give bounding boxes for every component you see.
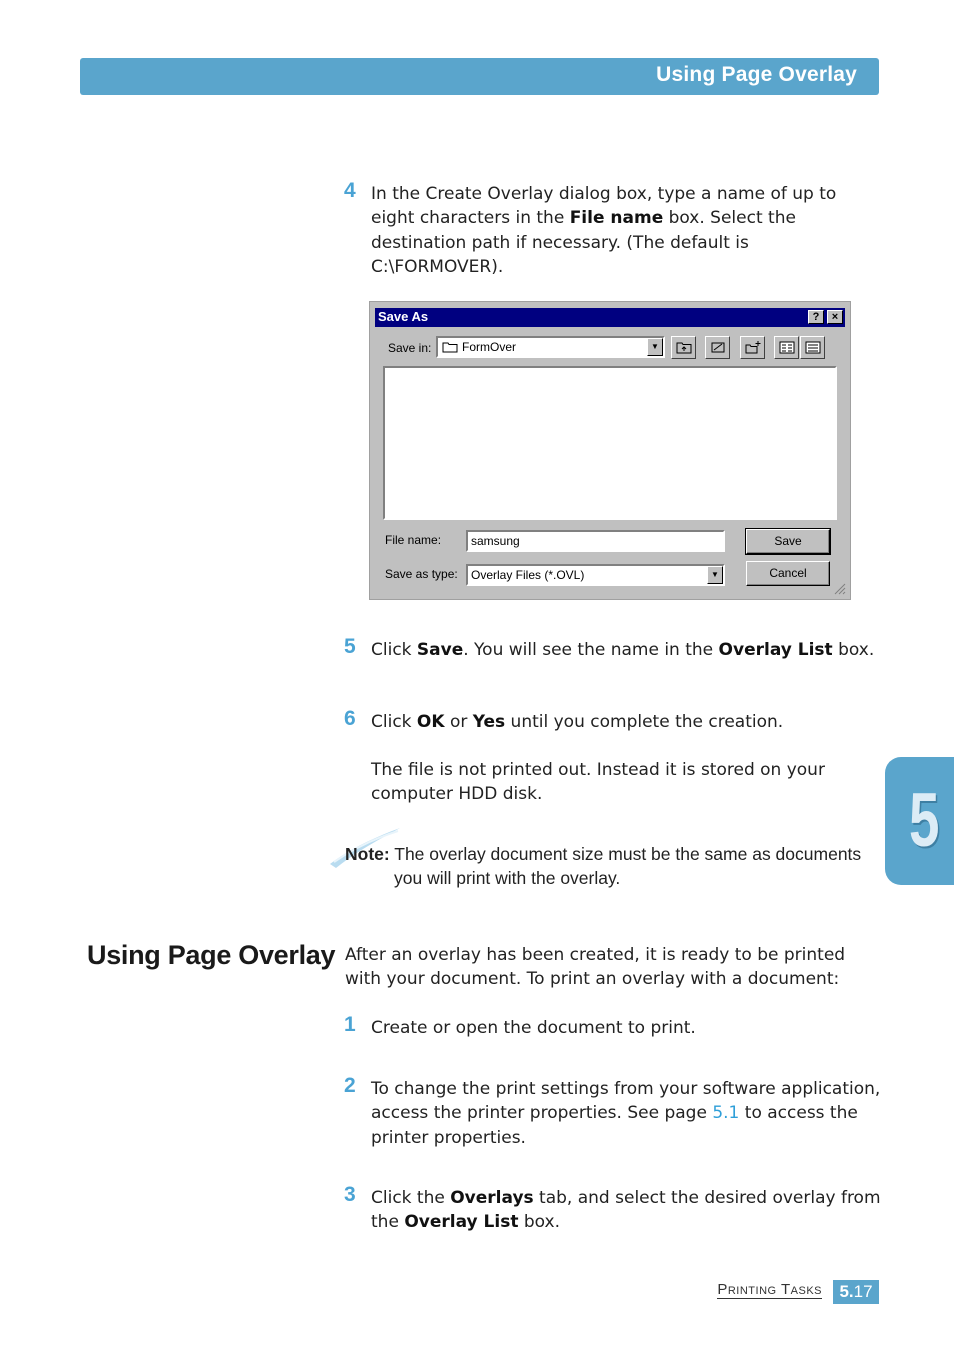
file-name-input[interactable]: [466, 530, 725, 552]
note-text-1: The overlay document size must be the same as documents: [389, 844, 862, 864]
save-in-label: Save in:: [388, 341, 432, 355]
note-line-1: [345, 842, 861, 866]
folder-icon: [442, 341, 458, 353]
save-type-value: Overlay Files (*.OVL): [471, 568, 585, 582]
save-type-combo[interactable]: [466, 564, 725, 586]
step-text: Click OK or Yes until you complete the creation.: [371, 712, 784, 732]
step-number: 6: [344, 707, 356, 730]
step-6-followup: The file is not printed out. Instead it is stored on your computer HDD disk.: [371, 760, 825, 805]
step-text: In the Create Overlay dialog box, type a name of up to eight characters in the File name box. Select the destination path if necessary. (The default is C:\FORMOVER).: [371, 184, 837, 277]
resize-grip-icon[interactable]: [834, 583, 846, 595]
section-intro: After an overlay has been created, it is ready to be printed with your document. To print an overlay with a document:: [345, 945, 846, 990]
step-text: To change the print settings from your software application, access the printer properties. See page 5.1 to access the printer properties.: [371, 1079, 881, 1148]
up-folder-icon[interactable]: [671, 336, 696, 359]
cancel-button[interactable]: Cancel: [746, 561, 830, 586]
chapter-number: 5: [909, 778, 940, 863]
save-in-combo[interactable]: [436, 336, 665, 358]
section-heading: Using Page Overlay: [87, 940, 336, 970]
header-bar: [80, 58, 879, 95]
close-button[interactable]: ×: [827, 310, 843, 324]
page-number: [833, 1280, 879, 1304]
desktop-icon[interactable]: [705, 336, 730, 359]
dialog-title: Save As: [378, 309, 429, 324]
step-number: 3: [344, 1183, 356, 1206]
chapter-tab: [885, 757, 954, 885]
details-view-icon[interactable]: [800, 336, 825, 359]
save-as-dialog: [369, 301, 851, 600]
note-text-2: you will print with the overlay.: [394, 868, 621, 888]
step-number: 1: [344, 1013, 356, 1036]
footer-section-label: Printing Tasks: [717, 1281, 822, 1298]
file-name-label: File name:: [385, 533, 442, 547]
chevron-down-icon[interactable]: ▼: [707, 566, 723, 584]
page-index: 17: [853, 1282, 873, 1301]
step-number: 4: [344, 179, 356, 202]
new-folder-icon[interactable]: [740, 336, 765, 359]
step-number: 5: [344, 635, 356, 658]
chevron-down-icon[interactable]: ▼: [647, 338, 663, 356]
list-view-icon[interactable]: [774, 336, 799, 359]
save-in-value: FormOver: [462, 340, 516, 354]
file-name-value: samsung: [471, 534, 520, 548]
step-text: Click the Overlays tab, and select the desired overlay from the Overlay List box.: [371, 1188, 881, 1233]
help-button[interactable]: ?: [808, 310, 824, 324]
save-button[interactable]: Save: [746, 529, 830, 554]
save-type-label: Save as type:: [385, 567, 458, 581]
header-title: Using Page Overlay: [656, 63, 857, 86]
page-chapter: 5.: [839, 1282, 854, 1301]
note-label: Note:: [345, 844, 390, 864]
step-number: 2: [344, 1074, 356, 1097]
step-text: Create or open the document to print.: [371, 1018, 696, 1038]
dialog-titlebar: [375, 308, 845, 327]
file-list[interactable]: [383, 366, 837, 520]
step-text: Click Save. You will see the name in the Overlay List box.: [371, 640, 875, 660]
